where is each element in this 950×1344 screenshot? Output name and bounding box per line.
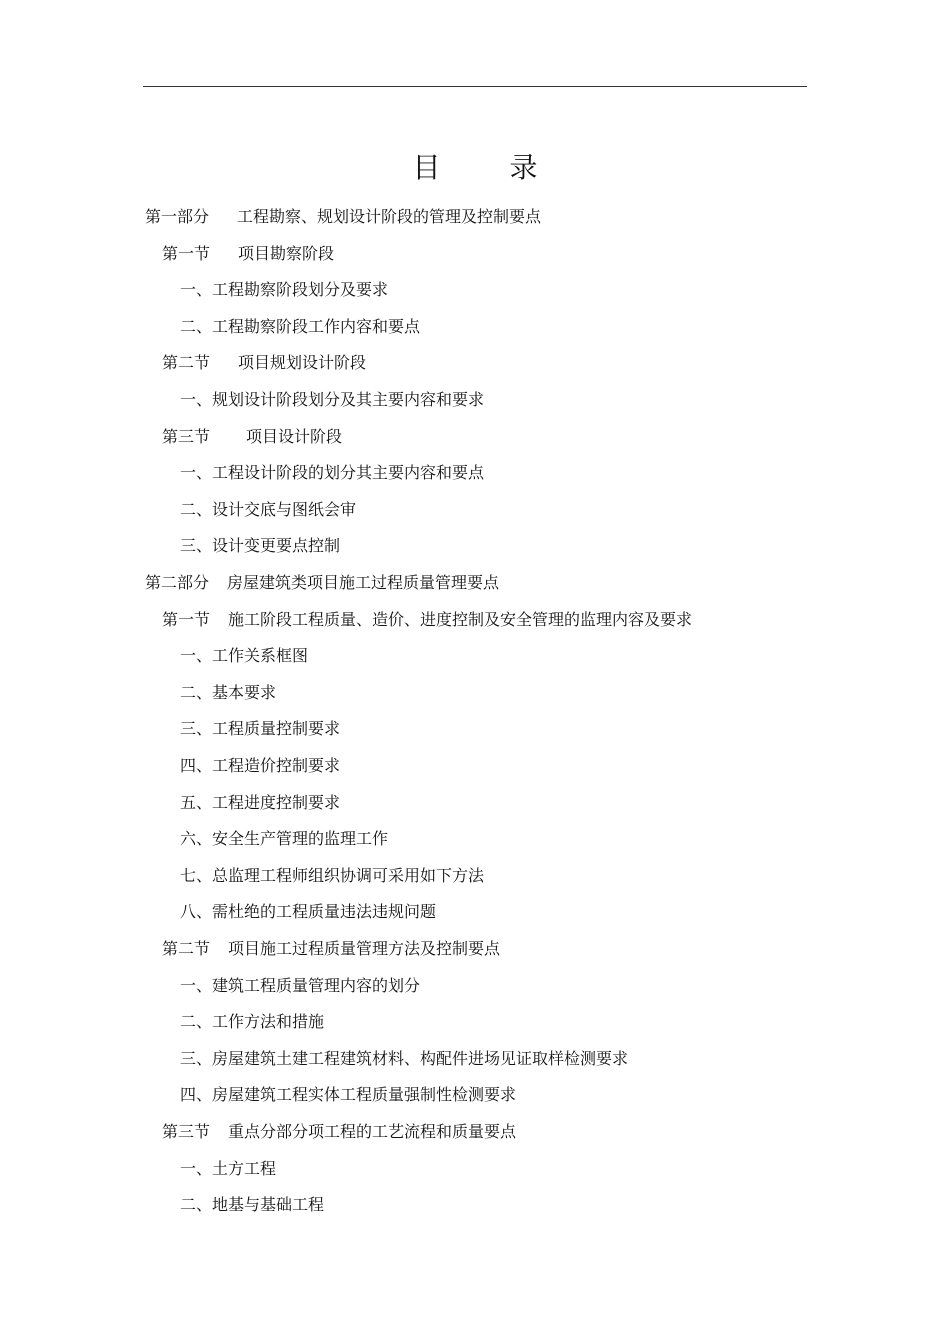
toc-entry-label: 第三节 bbox=[162, 426, 211, 446]
toc-entry-text: 四、房屋建筑工程实体工程质量强制性检测要求 bbox=[180, 1085, 517, 1105]
toc-entry-text: 二、基本要求 bbox=[180, 682, 277, 702]
toc-entry-text: 项目设计阶段 bbox=[246, 426, 343, 446]
toc-entry[interactable] bbox=[180, 971, 420, 1001]
toc-entry[interactable] bbox=[162, 239, 334, 269]
toc-entry[interactable] bbox=[180, 531, 340, 561]
toc-entry[interactable] bbox=[180, 385, 484, 415]
toc-entry-text: 三、工程质量控制要求 bbox=[180, 719, 341, 739]
toc-entry[interactable] bbox=[180, 641, 308, 671]
toc-entry-text: 二、地基与基础工程 bbox=[180, 1195, 325, 1215]
toc-entry-text: 项目规划设计阶段 bbox=[238, 353, 367, 373]
toc-entry[interactable] bbox=[180, 1044, 628, 1074]
toc-entry-label: 第二节 bbox=[162, 939, 211, 958]
toc-entry-label: 第一节 bbox=[162, 243, 211, 263]
toc-entry[interactable] bbox=[180, 458, 484, 488]
toc-entry[interactable] bbox=[145, 568, 499, 598]
toc-entry-text: 三、房屋建筑土建工程建筑材料、构配件进场见证取样检测要求 bbox=[180, 1048, 629, 1068]
toc-entry-text: 六、安全生产管理的监理工作 bbox=[180, 829, 389, 849]
toc-entry-text: 施工阶段工程质量、造价、进度控制及安全管理的监理内容及要求 bbox=[228, 609, 693, 629]
toc-entry[interactable] bbox=[162, 422, 342, 452]
toc-entry-label: 第二节 bbox=[162, 353, 211, 373]
toc-entry[interactable] bbox=[180, 788, 340, 818]
toc-entry-label: 第三节 bbox=[162, 1122, 211, 1141]
toc-entry-text: 二、设计交底与图纸会审 bbox=[180, 499, 357, 519]
toc-entry[interactable] bbox=[162, 934, 500, 964]
toc-entry-text: 二、工作方法和措施 bbox=[180, 1012, 325, 1032]
toc-entry-text: 一、工程勘察阶段划分及要求 bbox=[180, 280, 389, 300]
toc-entry-text: 二、工程勘察阶段工作内容和要点 bbox=[180, 316, 421, 336]
toc-entry[interactable] bbox=[162, 605, 692, 635]
toc-entry[interactable] bbox=[180, 751, 340, 781]
toc-entry-text: 一、建筑工程质量管理内容的划分 bbox=[180, 975, 421, 995]
toc-entry[interactable] bbox=[180, 1007, 324, 1037]
toc-entry[interactable] bbox=[145, 202, 541, 232]
toc-entry[interactable] bbox=[180, 1080, 516, 1110]
toc-entry-text: 重点分部分项工程的工艺流程和质量要点 bbox=[228, 1122, 517, 1141]
toc-entry-text: 八、需杜绝的工程质量违法违规问题 bbox=[180, 902, 437, 922]
toc-entry[interactable] bbox=[180, 312, 420, 342]
toc-entry-label: 第一部分 bbox=[145, 207, 210, 226]
toc-entry[interactable] bbox=[180, 861, 484, 891]
toc-entry-text: 三、设计变更要点控制 bbox=[180, 536, 341, 556]
toc-entry-text: 四、工程造价控制要求 bbox=[180, 756, 341, 775]
toc-entry-text: 房屋建筑类项目施工过程质量管理要点 bbox=[227, 573, 500, 592]
toc-entry[interactable] bbox=[180, 714, 340, 744]
toc-entry-label: 第一节 bbox=[162, 609, 211, 629]
page-title: 目 录 bbox=[412, 151, 568, 184]
toc-entry[interactable] bbox=[180, 495, 356, 525]
toc-entry-label: 第二部分 bbox=[145, 573, 210, 592]
header-rule bbox=[143, 86, 807, 87]
toc-entry-text: 项目勘察阶段 bbox=[238, 243, 335, 263]
toc-entry-text: 一、规划设计阶段划分及其主要内容和要求 bbox=[180, 390, 485, 409]
toc-entry-text: 一、工作关系框图 bbox=[180, 646, 309, 666]
toc-entry[interactable] bbox=[180, 824, 388, 854]
toc-entry[interactable] bbox=[162, 1117, 516, 1147]
toc-entry[interactable] bbox=[180, 678, 276, 708]
toc-entry[interactable] bbox=[180, 1154, 276, 1184]
toc-entry[interactable] bbox=[180, 897, 436, 927]
toc-entry[interactable] bbox=[162, 348, 366, 378]
toc-entry-text: 一、土方工程 bbox=[180, 1158, 277, 1178]
toc-entry[interactable] bbox=[180, 1190, 324, 1220]
toc-entry-text: 七、总监理工程师组织协调可采用如下方法 bbox=[180, 865, 485, 885]
toc-entry-text: 工程勘察、规划设计阶段的管理及控制要点 bbox=[237, 207, 542, 226]
toc-entry-text: 五、工程进度控制要求 bbox=[180, 792, 341, 812]
toc-entry-text: 项目施工过程质量管理方法及控制要点 bbox=[228, 939, 501, 958]
toc-entry-text: 一、工程设计阶段的划分其主要内容和要点 bbox=[180, 463, 485, 483]
toc-entry[interactable] bbox=[180, 275, 388, 305]
